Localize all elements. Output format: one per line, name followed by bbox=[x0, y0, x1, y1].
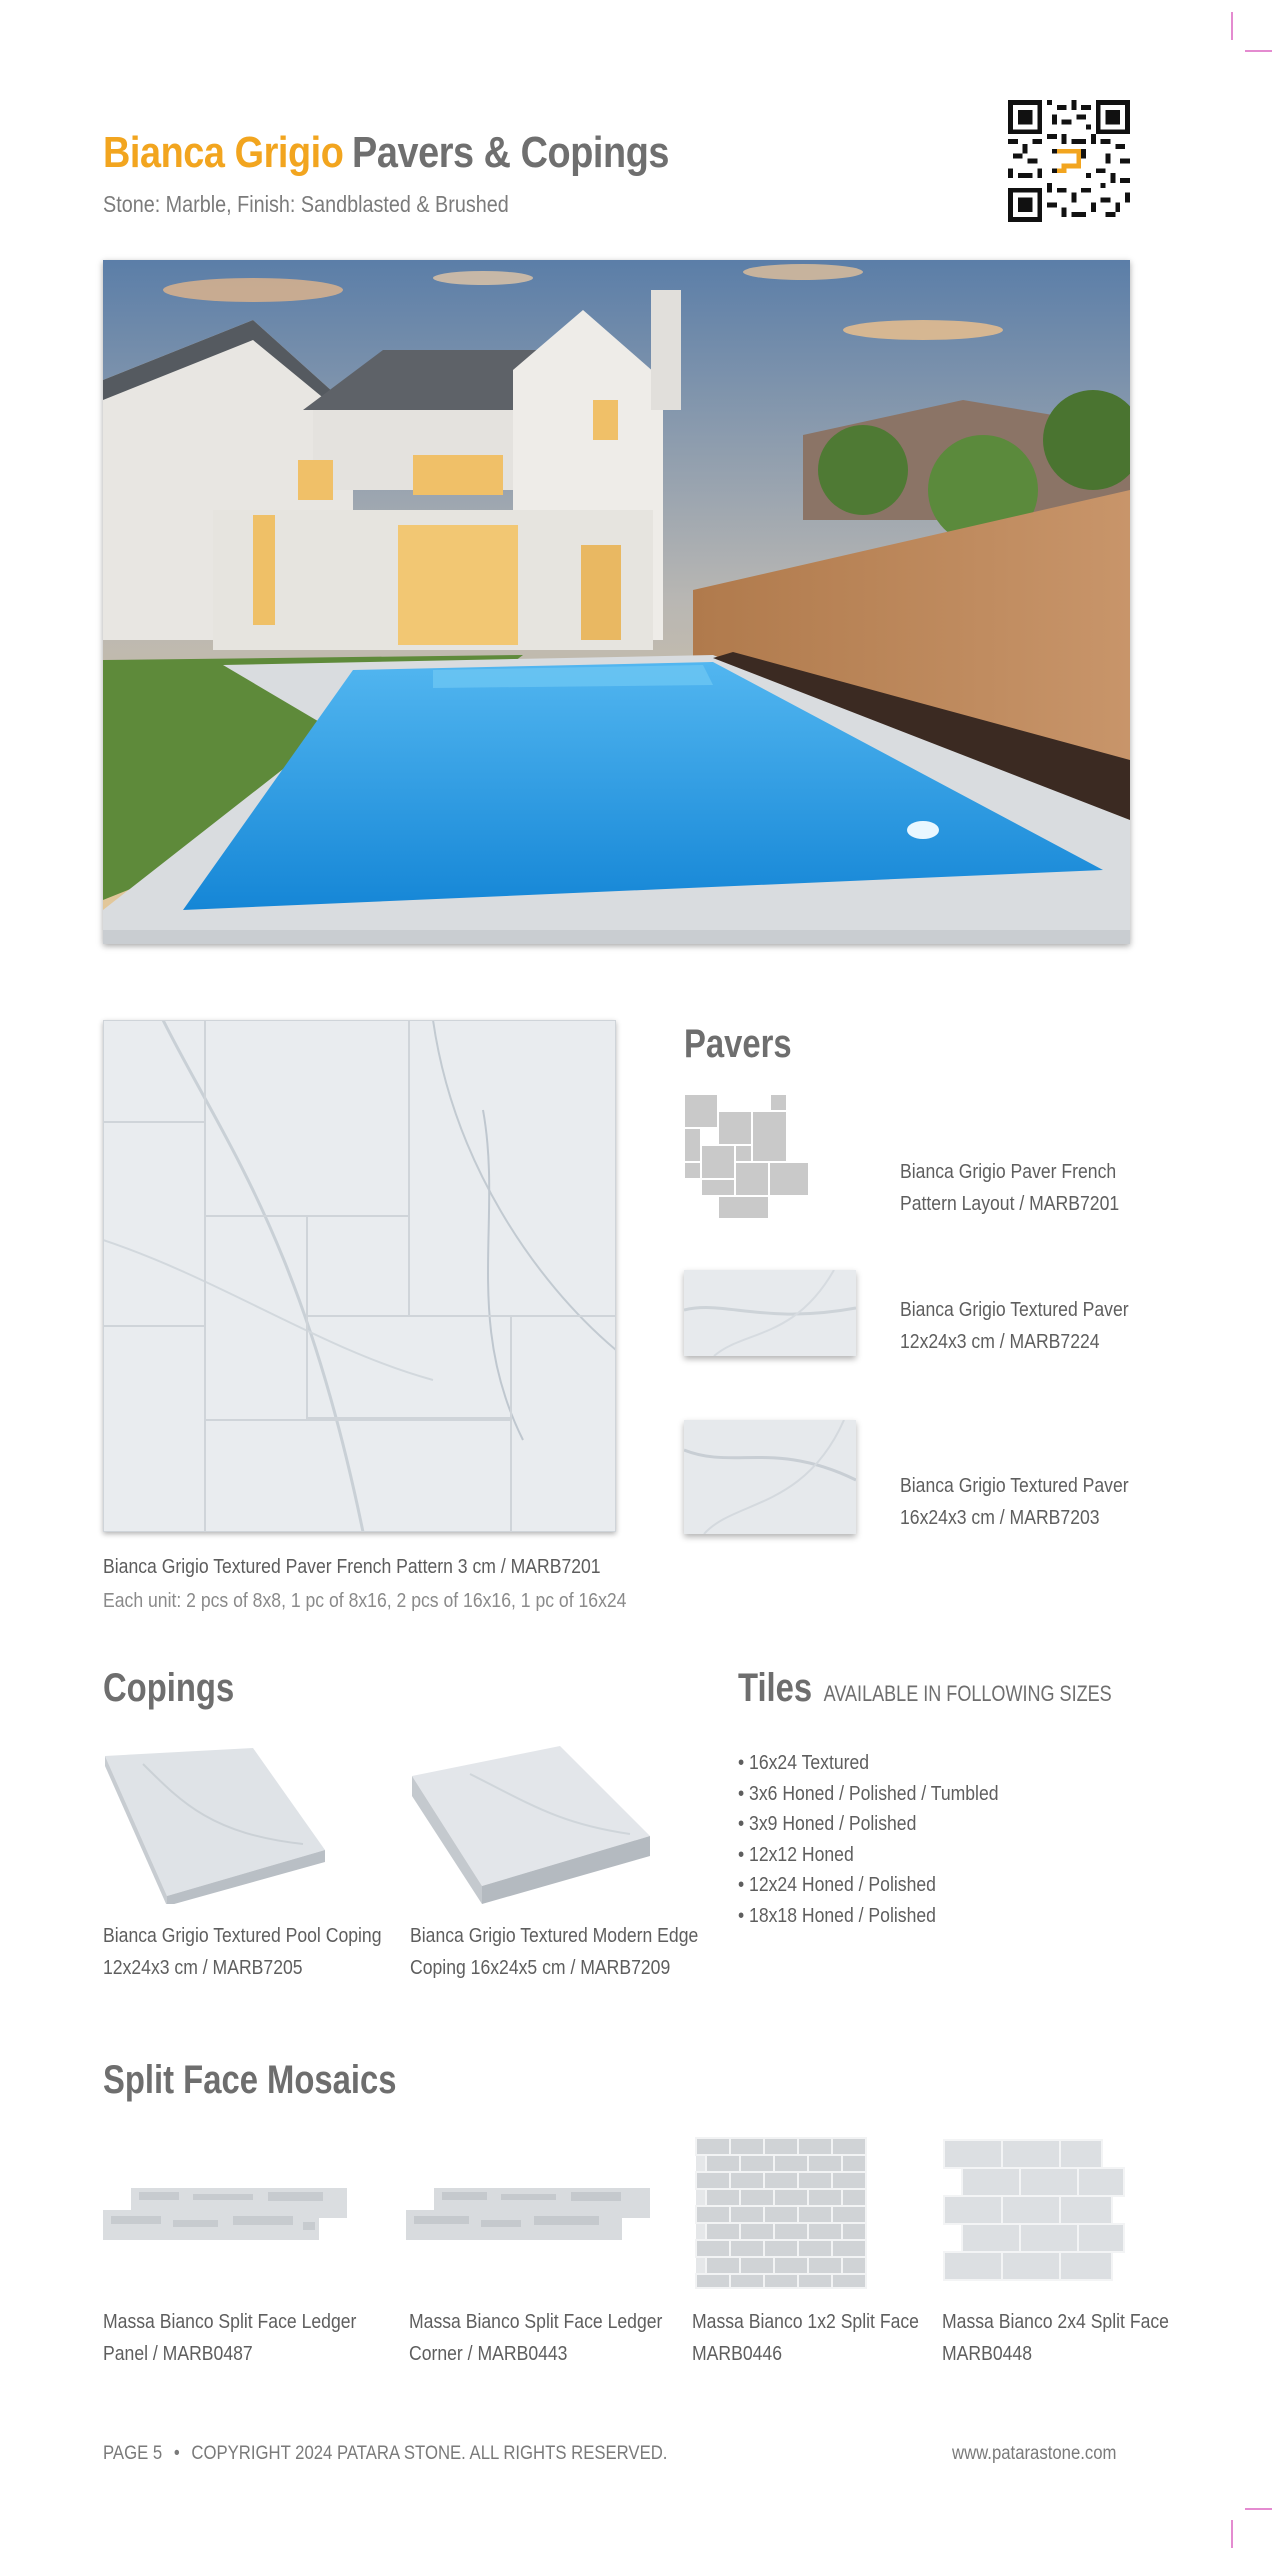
tile-sizes-list bbox=[738, 1748, 999, 1931]
list-item: • 3x6 Honed / Polished / Tumbled bbox=[738, 1779, 999, 1810]
crop-mark-top-vertical bbox=[1231, 12, 1233, 40]
paver-12x24-thumb bbox=[684, 1270, 856, 1356]
title-rest: Pavers & Copings bbox=[352, 128, 670, 177]
paver-12x24-illustration bbox=[684, 1270, 856, 1356]
list-item: • 16x24 Textured bbox=[738, 1748, 999, 1779]
coping-item-1: Bianca Grigio Textured Pool Coping 12x24x3 cm / MARB7205 bbox=[103, 1925, 382, 1979]
feature-paver-caption: Bianca Grigio Textured Paver French Pattern 3 cm / MARB7201 bbox=[103, 1556, 601, 1578]
mosaics-heading: Split Face Mosaics bbox=[103, 2058, 397, 2102]
ledger-panel-photo bbox=[103, 2180, 348, 2250]
mosaic-item-3: Massa Bianco 1x2 Split Face MARB0446 bbox=[692, 2311, 919, 2365]
tiles-heading: Tiles bbox=[738, 1666, 813, 1710]
tiles-header bbox=[738, 1666, 1112, 1711]
website-link[interactable]: www.patarastone.com bbox=[952, 2443, 1117, 2464]
mosaic-item-1: Massa Bianco Split Face Ledger Panel / MARB0487 bbox=[103, 2311, 357, 2365]
feature-paver-photo bbox=[103, 1020, 616, 1532]
pool-coping-photo bbox=[103, 1744, 333, 1904]
mosaic-1x2-photo bbox=[692, 2136, 872, 2294]
list-item: • 12x24 Honed / Polished bbox=[738, 1870, 999, 1901]
list-item: • 12x12 Honed bbox=[738, 1840, 999, 1871]
feature-paver-note: Each unit: 2 pcs of 8x8, 1 pc of 8x16, 2 pcs of 16x16, 1 pc of 16x24 bbox=[103, 1590, 627, 1612]
crop-mark-top-horizontal bbox=[1245, 50, 1272, 52]
crop-mark-bottom-horizontal bbox=[1245, 2508, 1272, 2510]
paver-item-3: Bianca Grigio Textured Paver 16x24x3 cm / MARB7203 bbox=[900, 1475, 1129, 1529]
hero-pool-photo bbox=[103, 260, 1130, 944]
mosaic-item-4: Massa Bianco 2x4 Split Face MARB0448 bbox=[942, 2311, 1169, 2365]
french-pattern-paver-illustration bbox=[103, 1020, 616, 1532]
page-number: PAGE 5 bbox=[103, 2443, 163, 2464]
mosaic-item-2: Massa Bianco Split Face Ledger Corner / MARB0443 bbox=[409, 2311, 663, 2365]
paver-item-2: Bianca Grigio Textured Paver 12x24x3 cm / MARB7224 bbox=[900, 1299, 1129, 1353]
crop-mark-bottom-vertical bbox=[1231, 2520, 1233, 2548]
mosaic-2x4-photo bbox=[942, 2138, 1127, 2294]
list-item: • 18x18 Honed / Polished bbox=[738, 1901, 999, 1932]
footer-separator: • bbox=[173, 2443, 180, 2464]
tiles-subheading: AVAILABLE IN FOLLOWING SIZES bbox=[823, 1681, 1112, 1706]
coping-item-2: Bianca Grigio Textured Modern Edge Coping 16x24x5 cm / MARB7209 bbox=[410, 1925, 699, 1979]
copyright-text: COPYRIGHT 2024 PATARA STONE. ALL RIGHTS RESERVED. bbox=[191, 2443, 668, 2464]
page-subtitle: Stone: Marble, Finish: Sandblasted & Brushed bbox=[103, 191, 509, 217]
french-pattern-layout-icon bbox=[684, 1094, 809, 1219]
pavers-heading: Pavers bbox=[684, 1022, 792, 1066]
page-title bbox=[103, 128, 669, 178]
modern-edge-coping-photo bbox=[410, 1744, 655, 1904]
copings-heading: Copings bbox=[103, 1666, 235, 1710]
list-item: • 3x9 Honed / Polished bbox=[738, 1809, 999, 1840]
paver-16x24-illustration bbox=[684, 1420, 856, 1534]
title-brand: Bianca Grigio bbox=[103, 128, 344, 177]
qr-code[interactable] bbox=[1008, 100, 1130, 222]
pool-scene-illustration bbox=[103, 260, 1130, 944]
paver-item-1: Bianca Grigio Paver French Pattern Layout / MARB7201 bbox=[900, 1161, 1120, 1215]
ledger-corner-photo bbox=[406, 2180, 651, 2250]
footer-copyright bbox=[103, 2443, 667, 2465]
paver-16x24-thumb bbox=[684, 1420, 856, 1534]
